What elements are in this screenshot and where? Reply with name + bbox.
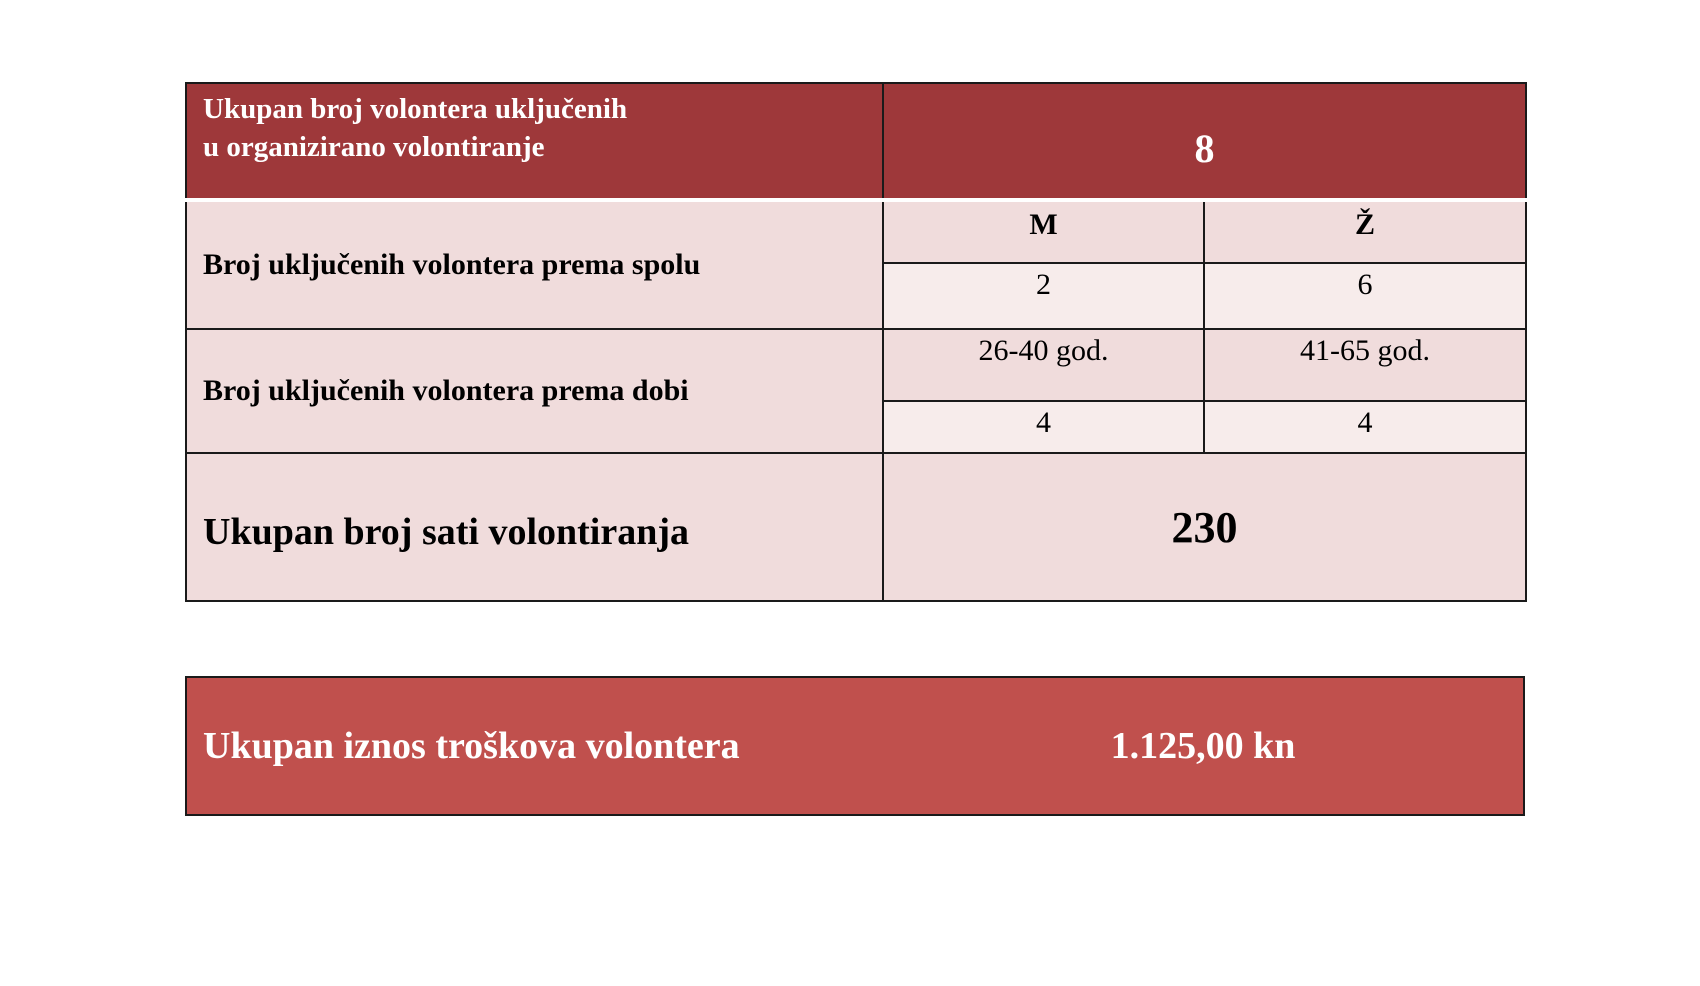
total-hours-row [186,453,1526,601]
age-header-41-65: 41-65 god. [1204,329,1526,401]
total-volunteers-value: 8 [883,83,1526,200]
gender-header-female: Ž [1204,200,1526,263]
gender-header-row [186,200,1526,263]
age-header-26-40: 26-40 god. [883,329,1204,401]
total-volunteers-label-line2: u organizirano volontiranje [203,131,545,163]
total-volunteers-label-line1: Ukupan broj volontera uključenih [203,93,628,125]
gender-header-male: M [883,200,1204,263]
total-hours-label: Ukupan broj sati volontiranja [186,453,883,601]
age-label: Broj uključenih volontera prema dobi [186,329,883,453]
age-value-41-65: 4 [1204,401,1526,453]
total-cost-value: 1.125,00 kn [883,677,1524,815]
gender-value-male: 2 [883,263,1204,329]
total-hours-value: 230 [883,453,1526,601]
total-volunteers-label [186,83,883,200]
gender-value-female: 6 [1204,263,1526,329]
total-volunteers-row [186,83,1526,200]
total-cost-label: Ukupan iznos troškova volontera [186,677,883,815]
volunteer-stats-table [185,82,1527,602]
gender-label: Broj uključenih volontera prema spolu [186,200,883,329]
age-header-row [186,329,1526,401]
age-value-26-40: 4 [883,401,1204,453]
total-cost-row [186,677,1524,815]
volunteer-cost-table [185,676,1525,816]
